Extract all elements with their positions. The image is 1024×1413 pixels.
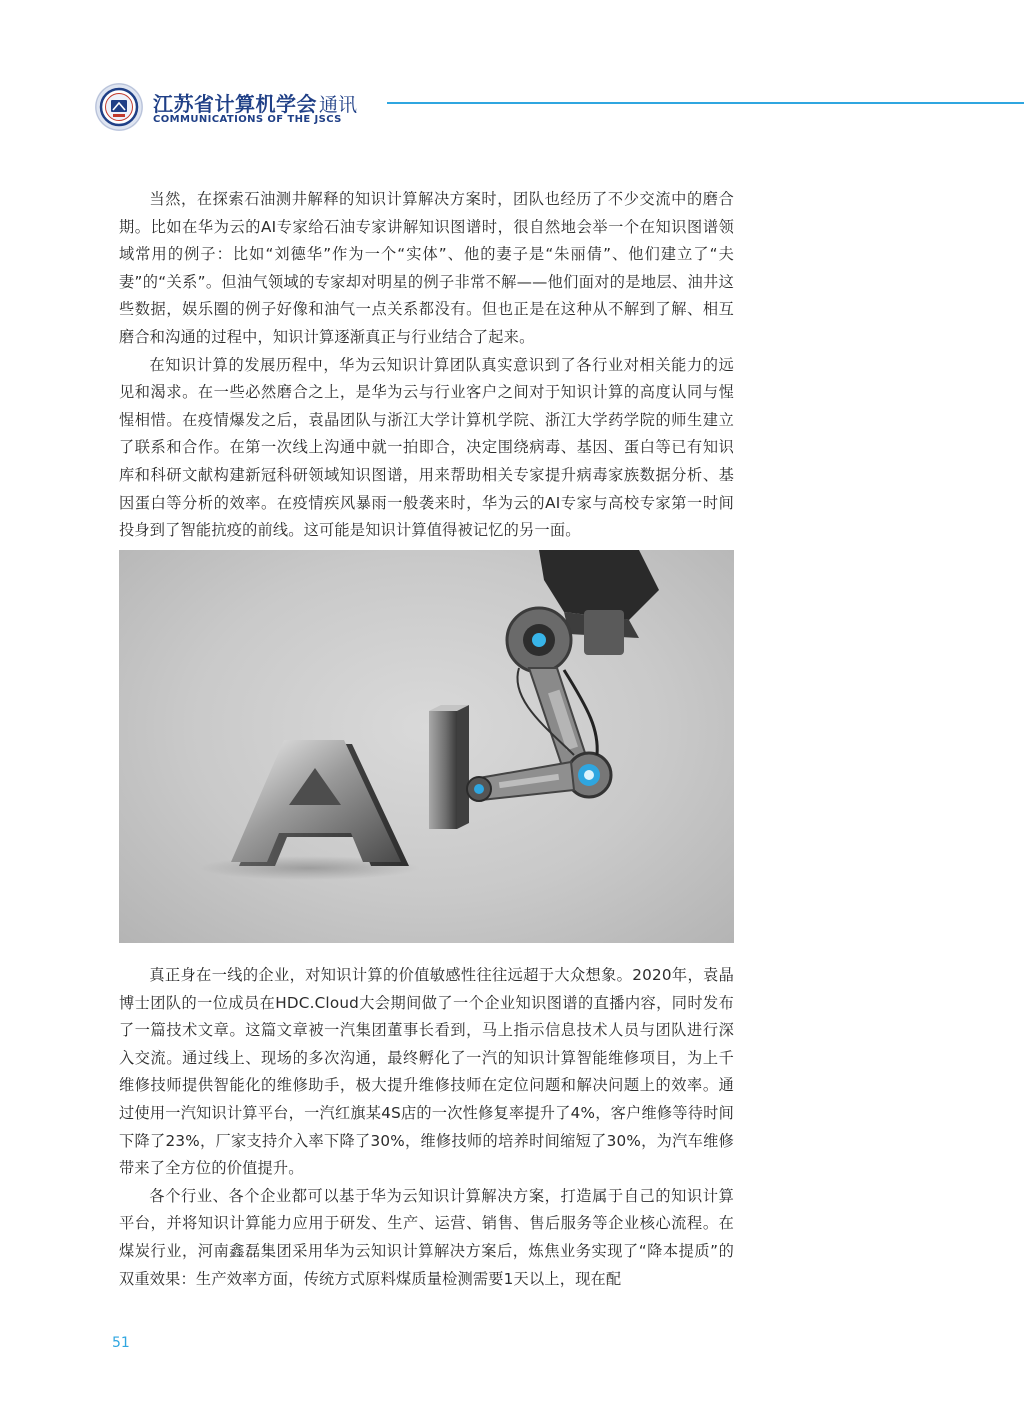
paragraph: 在知识计算的发展历程中，华为云知识计算团队真实意识到了各行业对相关能力的远见和渴求。在一些必然磨合之上，是华为云与行业客户之间对于知识计算的高度认同与惺惺相惜。在疫情爆发之后，袁晶团队与浙江大学计算机学院、浙江大学药学院的师生建立了联系和合作。在第一次线上沟通中就一拍即合，决定围绕病毒、基因、蛋白等已有知识库和科研文献构建新冠科研领域知识图谱，用来帮助相关专家提升病毒家族数据分析、基因蛋白等分析的效率。在疫情疾风暴雨一般袭来时，华为云的AI专家与高校专家第一时间投身到了智能抗疫的前线。这可能是知识计算值得被记忆的另一面。 bbox=[119, 355, 734, 540]
paragraph: 各个行业、各个企业都可以基于华为云知识计算解决方案，打造属于自己的知识计算平台，并将知识计算能力应用于研发、生产、运营、销售、售后服务等企业核心流程。在煤炭行业，河南鑫磊集团采用华为云知识计算解决方案后，炼焦业务实现了“降本提质”的双重效果：生产效率方面，传统方式原料煤质量检测需要1天以上，现在配 bbox=[119, 1186, 734, 1288]
robot-arm-icon bbox=[467, 550, 659, 801]
paragraph: 真正身在一线的企业，对知识计算的价值敏感性往往远超于大众想象。2020年，袁晶博士团队的一位成员在HDC.Cloud大会期间做了一个企业知识图谱的直播内容，同时发布了一篇技术文章。这篇文章被一汽集团董事长看到，马上指示信息技术人员与团队进行深入交流。通过线上、现场的多次沟通，最终孵化了一汽的知识计算智能维修项目，为上千维修技师提供智能化的维修助手，极大提升维修技师在定位问题和解决问题上的效率。通过使用一汽知识计算平台，一汽红旗某4S店的一次性修复率提升了4%，客户维修等待时间下降了23%，厂家支持介入率下降了30%，维修技师的培养时间缩短了30%，为汽车维修带来了全方位的价值提升。 bbox=[119, 966, 734, 1178]
journal-title-main: 江苏省计算机学会 bbox=[153, 92, 317, 116]
journal-title-suffix: 通讯 bbox=[319, 94, 358, 116]
header-rule bbox=[387, 102, 1024, 104]
article-body-bottom bbox=[119, 962, 734, 1293]
page-header bbox=[95, 76, 1024, 136]
page-number: 51 bbox=[112, 1335, 130, 1351]
article-photo bbox=[119, 550, 734, 943]
paragraph: 当然，在探索石油测井解释的知识计算解决方案时，团队也经历了不少交流中的磨合期。比如在华为云的AI专家给石油专家讲解知识图谱时，很自然地会举一个在知识图谱领域常用的例子：比如“刘德华”作为一个“实体”、他的妻子是“朱丽倩”、他们建立了“夫妻”的“关系”。但油气领域的专家却对明星的例子非常不解——他们面对的是地层、油井这些数据，娱乐圈的例子好像和油气一点关系都没有。但也正是在这种从不解到了解、相互磨合和沟通的过程中，知识计算逐渐真正与行业结合了起来。 bbox=[119, 190, 734, 346]
letter-a-icon bbox=[231, 740, 409, 866]
journal-title bbox=[153, 88, 357, 117]
jscs-seal-logo-icon bbox=[95, 83, 143, 131]
journal-subtitle: COMMUNICATIONS OF THE JSCS bbox=[153, 114, 342, 125]
letter-i-block-icon bbox=[429, 705, 469, 829]
article-body-top bbox=[119, 186, 734, 545]
